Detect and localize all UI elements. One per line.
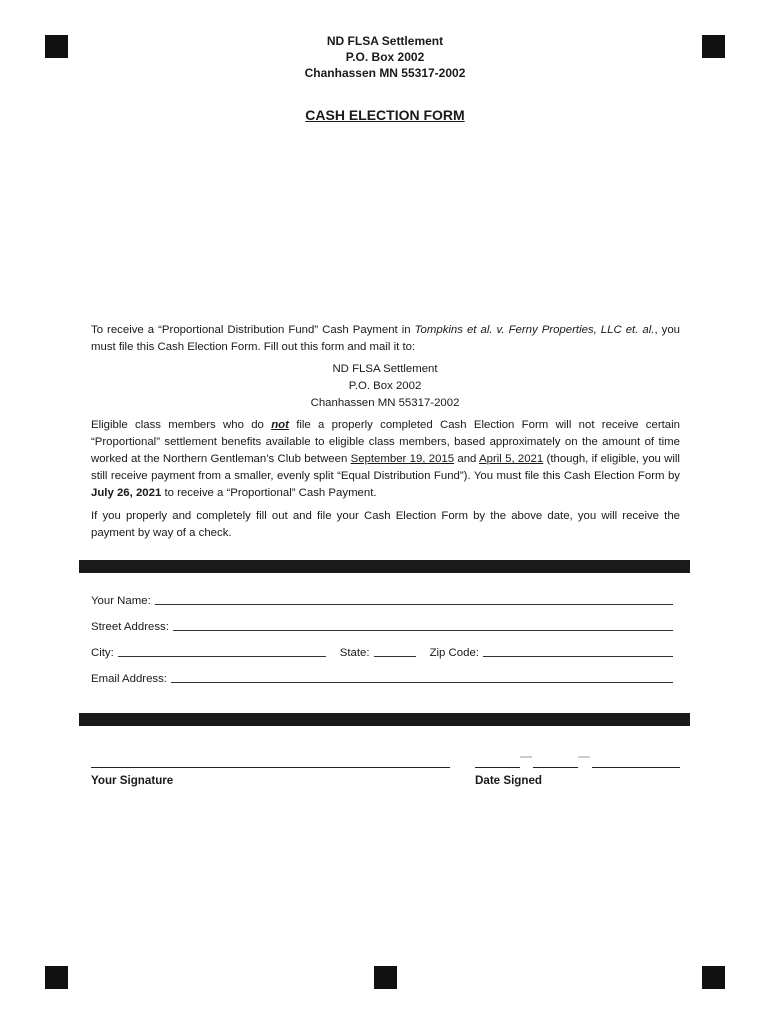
- city-state-zip-row: [91, 643, 673, 659]
- email-input-line[interactable]: [171, 671, 673, 683]
- section-divider-bar: [79, 713, 690, 726]
- intro-text: To receive a “Proportional Distribution Fund” Cash Payment in: [91, 324, 415, 336]
- city-label: City:: [91, 647, 114, 659]
- start-date: September 19, 2015: [350, 453, 455, 465]
- signature-line[interactable]: [91, 767, 450, 768]
- street-input-line[interactable]: [173, 619, 673, 631]
- date-year-line[interactable]: [592, 767, 680, 768]
- eligibility-text: and: [454, 453, 480, 465]
- eligibility-text: file a properly completed Cash Election Form will not receive certain “Proportional” settlement benefits available to eligible class members, based approximately on the amount of time worked at the Northern Gentleman’s Club between: [91, 419, 680, 465]
- check-note: If you properly and completely fill out and file your Cash Election Form by the above date, you will receive the payment by way of a check.: [91, 510, 680, 539]
- date-day-line[interactable]: [533, 767, 578, 768]
- date-signed-label: Date Signed: [475, 774, 542, 787]
- city-input-line[interactable]: [118, 645, 326, 657]
- eligibility-text: (though, if eligible, you will still receive payment from a smaller, evenly split “Equal Distribution Fund”). You must file this Cash Election Form by: [91, 453, 680, 482]
- state-label: State:: [339, 647, 370, 659]
- street-label: Street Address:: [91, 621, 169, 633]
- date-month-line[interactable]: [475, 767, 520, 768]
- zip-label: Zip Code:: [429, 647, 479, 659]
- address-line: ND FLSA Settlement: [332, 363, 438, 375]
- email-field-row: [91, 669, 673, 685]
- return-address: [0, 33, 770, 81]
- eligibility-text: to receive a “Proportional” Cash Payment.: [161, 487, 377, 499]
- intro-text: , you must file this Cash Election Form. Fill out this form and mail it to:: [91, 324, 681, 353]
- email-label: Email Address:: [91, 673, 167, 685]
- signature-label: Your Signature: [91, 774, 174, 787]
- zip-input-line[interactable]: [483, 645, 673, 657]
- mail-to-address: [0, 361, 770, 412]
- address-line: P.O. Box 2002: [348, 380, 422, 392]
- date-separator: [578, 756, 590, 758]
- name-label: Your Name:: [91, 595, 151, 607]
- name-input-line[interactable]: [155, 593, 673, 605]
- emphasis-not: not: [271, 419, 289, 431]
- intro-paragraph: [91, 322, 680, 356]
- street-field-row: [91, 617, 673, 633]
- registration-mark: [374, 966, 397, 989]
- eligibility-text: Eligible class members who do: [91, 419, 272, 431]
- section-divider-bar: [79, 560, 690, 573]
- registration-mark: [702, 966, 725, 989]
- address-line: P.O. Box 2002: [345, 50, 425, 64]
- deadline-date: July 26, 2021: [91, 487, 162, 499]
- registration-mark: [45, 966, 68, 989]
- date-separator: [520, 756, 532, 758]
- name-field-row: [91, 591, 673, 607]
- address-line: Chanhassen MN 55317-2002: [304, 66, 466, 80]
- end-date: April 5, 2021: [479, 453, 544, 465]
- address-line: ND FLSA Settlement: [326, 34, 444, 48]
- eligibility-paragraph: [91, 417, 680, 502]
- case-name: Tompkins et al. v. Ferny Properties, LLC et. al.: [414, 324, 655, 336]
- state-input-line[interactable]: [374, 645, 416, 657]
- form-title: CASH ELECTION FORM: [305, 107, 465, 123]
- address-line: Chanhassen MN 55317-2002: [310, 397, 460, 409]
